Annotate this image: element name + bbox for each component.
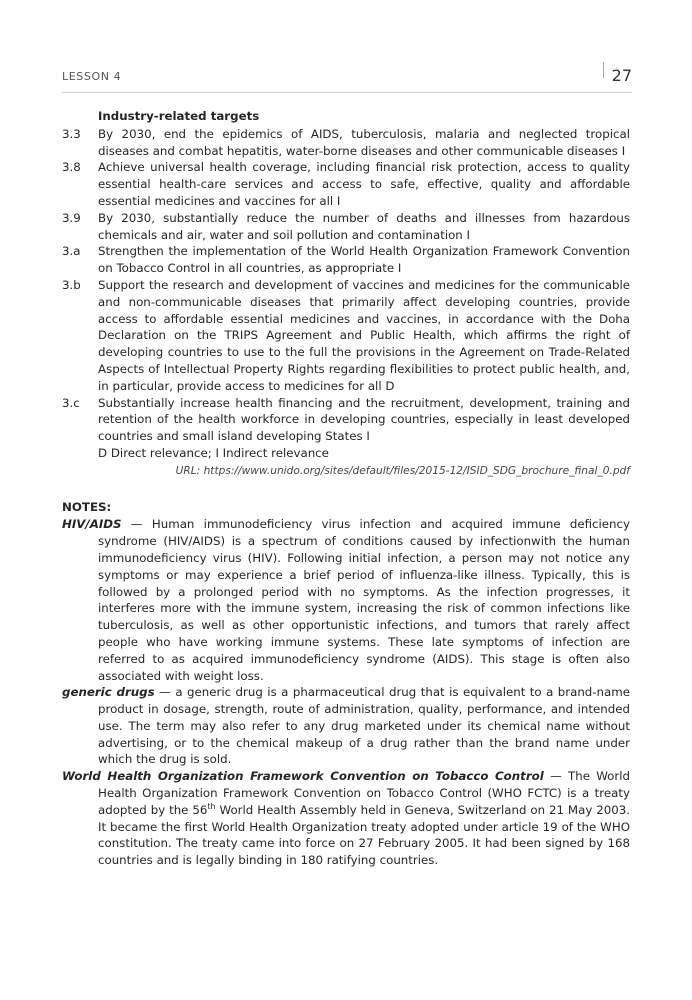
- notes-title: NOTES:: [62, 499, 112, 514]
- target-item: [62, 277, 630, 395]
- note-generic-drugs: [62, 684, 630, 768]
- note-term: HIV/AIDS: [62, 517, 122, 532]
- target-text: Substantially increase health financing and the recruitment, development, training and retention of the health workforce in developing countries, especially in least developed countries and small island developing States I: [98, 395, 630, 444]
- target-item: [62, 126, 630, 160]
- header-rule: [62, 92, 632, 93]
- target-number: 3.c: [62, 395, 80, 410]
- target-item: [62, 395, 630, 445]
- note-term: generic drugs: [62, 685, 155, 700]
- note-who-fctc: [62, 768, 630, 869]
- target-number: 3.b: [62, 277, 81, 292]
- target-text: Strengthen the implementation of the World Health Organization Framework Convention on Tobacco Control in all countries, as appropriate I: [98, 244, 630, 276]
- target-number: 3.a: [62, 244, 81, 259]
- target-text: Support the research and development of vaccines and medicines for the communicable and non-communicable diseases that primarily affect developing countries, provide access to affordable essential medicines and vaccines, in accordance with the Doha Declaration on the TRIPS Agreement and Public Health, which affirms the right of developing countries to use to the full the provisions in the Agreement on Trade-Related Aspects of Intellectual Property Rights regarding flexibilities to protect public health, and, in particular, provide access to medicines for all D: [98, 277, 630, 393]
- note-text-continued: World Health Assembly held in Geneva, Switzerland on 21 May 2003. It became the first World Health Organization treaty adopted under article 19 of the WHO constitution. The treaty came into force on 27 February 2005. It had been signed by 168 countries and is legally binding in 180 ratifying countries.: [98, 802, 630, 868]
- page-header: [62, 66, 632, 88]
- target-text: By 2030, substantially reduce the number of deaths and illnesses from hazardous chemicals and air, water and soil pollution and contamination I: [98, 210, 630, 242]
- page-body: [62, 108, 630, 869]
- relevance-legend: D Direct relevance; I Indirect relevance: [98, 445, 329, 460]
- target-number: 3.8: [62, 160, 81, 175]
- note-text: — The World Health Organization Framework Convention on Tobacco Control (WHO FCTC) is a treaty adopted by the 56: [98, 769, 631, 817]
- target-text: By 2030, end the epidemics of AIDS, tuberculosis, malaria and neglected tropical diseases and combat hepatitis, water-borne diseases and other communicable diseases I: [98, 126, 630, 158]
- target-item: [62, 243, 630, 277]
- note-text: — Human immunodeficiency virus infection and acquired immune deficiency syndrome (HIV/AIDS) is a spectrum of conditions caused by infectionwith the human immunodeficiency virus (HIV). Following initial infection, a person may not notice any symptoms or may experience a brief period of influenza-like illness. Typically, this is followed by a prolonged period with no symptoms. As the infection progresses, it interferes more with the immune system, increasing the risk of common infections like tuberculosis, as well as other opportunistic infections, and tumors that rarely affect people who have working immune systems. These late symptoms of infection are referred to as acquired immunodeficiency syndrome (AIDS). This stage is often also associated with weight loss.: [98, 517, 630, 683]
- note-hiv-aids: [62, 516, 630, 684]
- lesson-label: LESSON 4: [62, 70, 122, 83]
- ordinal-suffix: th: [207, 801, 216, 811]
- source-url: URL: https://www.unido.org/sites/default/files/2015-12/ISID_SDG_brochure_final_0.pdf: [175, 464, 630, 477]
- target-number: 3.3: [62, 126, 81, 141]
- section-title: Industry-related targets: [98, 109, 260, 123]
- note-term: World Health Organization Framework Convention on Tobacco Control: [62, 769, 544, 784]
- target-item: [62, 159, 630, 209]
- page-number: 27: [611, 66, 632, 85]
- note-text: — a generic drug is a pharmaceutical drug that is equivalent to a brand-name product in dosage, strength, route of administration, quality, performance, and intended use. The term may also refer to any drug marketed under its chemical name without advertising, or to the chemical makeup of a drug rather than the brand name under which the drug is sold.: [98, 685, 630, 767]
- header-divider: [603, 62, 604, 78]
- target-number: 3.9: [62, 210, 81, 225]
- target-item: [62, 210, 630, 244]
- target-text: Achieve universal health coverage, including financial risk protection, access to quality essential health-care services and access to safe, effective, quality and affordable essential medicines and vaccines for all I: [98, 160, 630, 208]
